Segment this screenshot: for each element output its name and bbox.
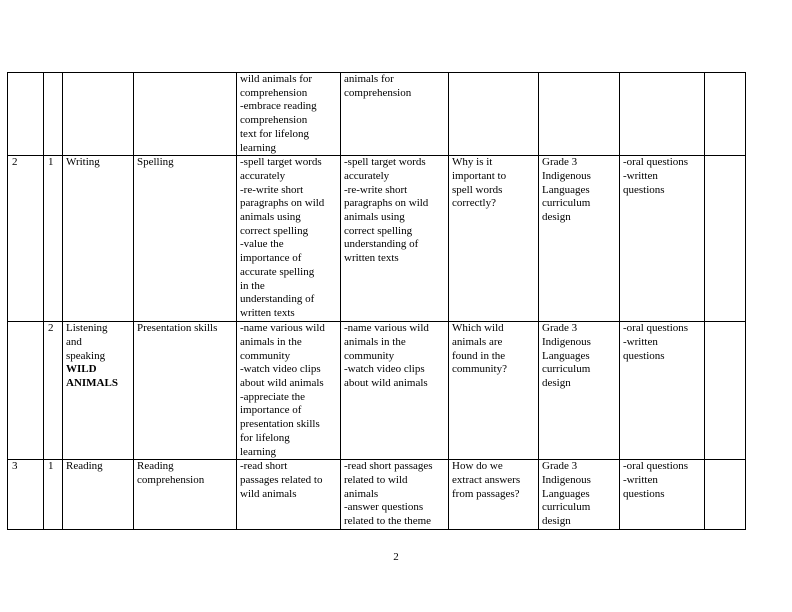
resources-cell: Grade 3 Indigenous Languages curriculum design (539, 322, 620, 460)
resources-cell: Grade 3 Indigenous Languages curriculum design (539, 156, 620, 322)
learning-outcomes-cell: -read short passages related to wild animals (237, 460, 341, 530)
strand-cell (63, 156, 134, 322)
table-row (8, 322, 746, 460)
reflection-cell (705, 73, 746, 156)
learning-experiences-cell: -name various wild animals in the community -watch video clips about wild animals (341, 322, 449, 460)
page-number: 2 (393, 551, 399, 563)
table-row (8, 156, 746, 322)
week-cell: 2 (8, 156, 44, 322)
strand-cell (63, 460, 134, 530)
week-cell: 3 (8, 460, 44, 530)
table-row (8, 460, 746, 530)
assessment-cell (620, 73, 705, 156)
lesson-cell: 2 (44, 322, 63, 460)
resources-cell (539, 73, 620, 156)
sub-strand-cell: Presentation skills (134, 322, 237, 460)
lesson-cell: 1 (44, 460, 63, 530)
strand-text: Reading (66, 460, 103, 473)
sub-strand-cell: Spelling (134, 156, 237, 322)
scheme-of-work-table (7, 72, 746, 530)
reflection-cell (705, 322, 746, 460)
key-inquiry-cell: How do we extract answers from passages? (449, 460, 539, 530)
learning-experiences-cell: -read short passages related to wild animals -answer questions related to the theme (341, 460, 449, 530)
assessment-cell: -oral questions -written questions (620, 156, 705, 322)
learning-experiences-cell: -spell target words accurately -re-write short paragraphs on wild animals using correct spelling understanding of written texts (341, 156, 449, 322)
sub-strand-cell: Reading comprehension (134, 460, 237, 530)
key-inquiry-cell: Which wild animals are found in the community? (449, 322, 539, 460)
sub-strand-cell (134, 73, 237, 156)
learning-outcomes-cell: -spell target words accurately -re-write short paragraphs on wild animals using correct spelling -value the importance of accurate spelling in the understanding of written texts (237, 156, 341, 322)
assessment-cell: -oral questions -written questions (620, 460, 705, 530)
assessment-cell: -oral questions -written questions (620, 322, 705, 460)
table-row (8, 73, 746, 156)
strand-text: Writing (66, 156, 100, 169)
strand-cell (63, 73, 134, 156)
week-cell (8, 73, 44, 156)
strand-theme: WILD ANIMALS (66, 363, 118, 390)
lesson-cell (44, 73, 63, 156)
resources-cell: Grade 3 Indigenous Languages curriculum design (539, 460, 620, 530)
strand-cell (63, 322, 134, 460)
lesson-cell: 1 (44, 156, 63, 322)
learning-experiences-cell: animals for comprehension (341, 73, 449, 156)
reflection-cell (705, 156, 746, 322)
strand-text: Listening and speaking (66, 322, 108, 362)
week-cell (8, 322, 44, 460)
key-inquiry-cell: Why is it important to spell words correctly? (449, 156, 539, 322)
learning-outcomes-cell: -name various wild animals in the community -watch video clips about wild animals -appreciate the importance of presentation skills for lifelong learning (237, 322, 341, 460)
key-inquiry-cell (449, 73, 539, 156)
reflection-cell (705, 460, 746, 530)
learning-outcomes-cell: wild animals for comprehension -embrace reading comprehension text for lifelong learning (237, 73, 341, 156)
